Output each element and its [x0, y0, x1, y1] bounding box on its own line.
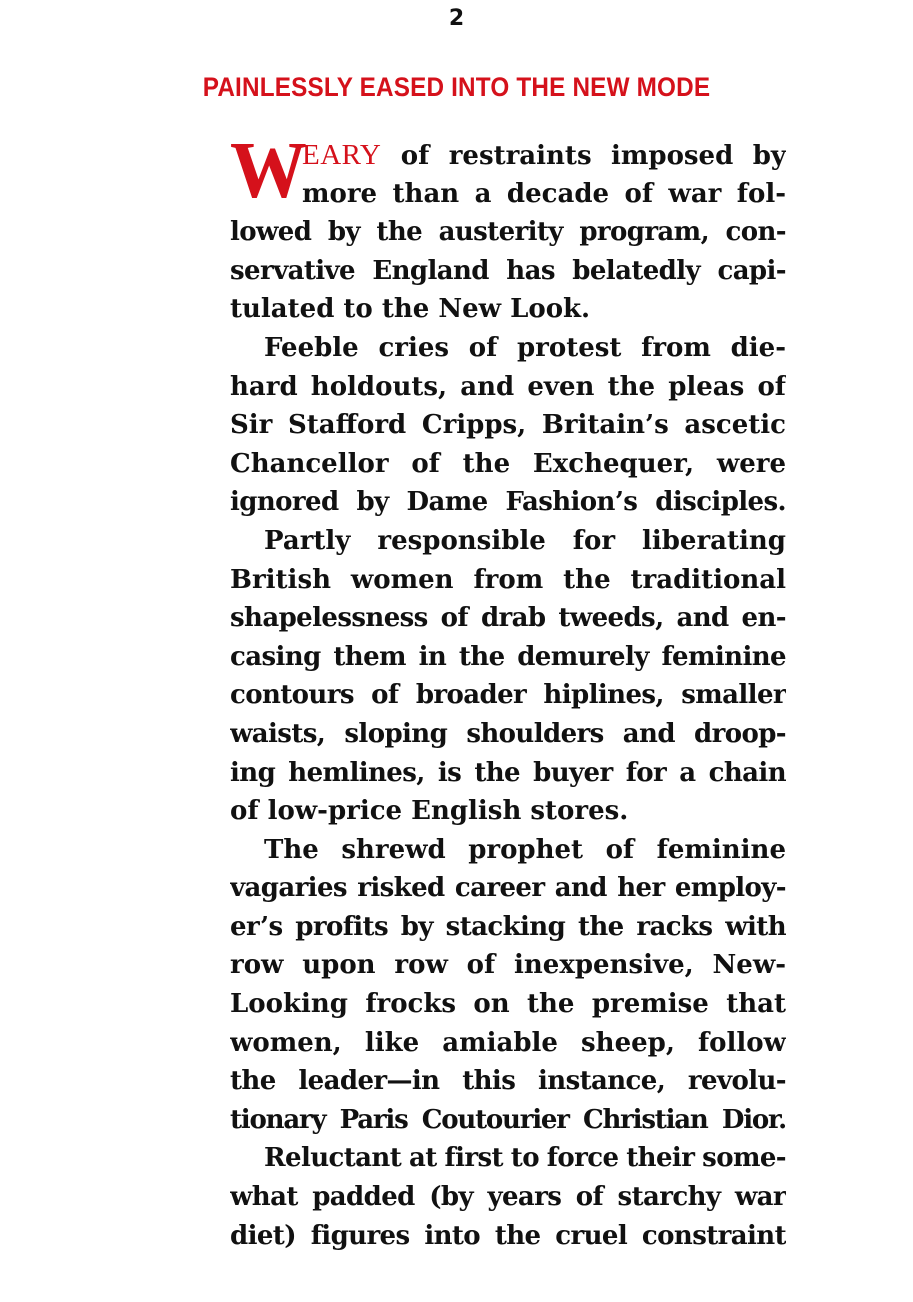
body-line: women, like amiable sheep, follow — [230, 1027, 786, 1058]
body-line: vagaries risked career and her employ- — [230, 873, 786, 904]
body-line: Feeble cries of protest from die- — [264, 332, 786, 363]
page-number: 2 — [448, 6, 465, 31]
body-line: tulated to the New Look. — [230, 294, 591, 325]
body-line: Chancellor of the Exchequer, were — [230, 448, 786, 479]
article-body — [230, 127, 786, 1255]
lead-word: EARY — [302, 139, 382, 171]
body-line: Looking frocks on the premise that — [230, 989, 786, 1020]
body-line: waists, sloping shoulders and droop- — [230, 718, 786, 749]
body-line-text: of restraints imposed by — [381, 141, 786, 171]
body-line: more than a decade of war fol- — [302, 178, 786, 209]
body-line: ignored by Dame Fashion’s disciples. — [230, 487, 786, 518]
body-line: diet) figures into the cruel constraint — [230, 1220, 786, 1251]
body-line: tionary Paris Coutourier Christian Dior. — [230, 1104, 786, 1135]
body-line: lowed by the austerity program, con- — [230, 217, 786, 248]
drop-cap: W — [230, 127, 307, 215]
body-line: what padded (by years of starchy war — [230, 1182, 786, 1213]
body-line: er’s profits by stacking the racks with — [230, 911, 786, 942]
body-line: the leader—in this instance, revolu- — [230, 1066, 786, 1097]
body-line: row upon row of inexpensive, New- — [230, 950, 786, 981]
body-line: hard holdouts, and even the pleas of — [230, 371, 786, 402]
body-line: shapelessness of drab tweeds, and en- — [230, 603, 786, 634]
body-line: The shrewd prophet of feminine — [264, 834, 786, 865]
body-line: Reluctant at first to force their some- — [264, 1143, 786, 1174]
body-line: casing them in the demurely feminine — [230, 641, 786, 672]
body-line: ing hemlines, is the buyer for a chain — [230, 757, 786, 788]
body-line: contours of broader hiplines, smaller — [230, 680, 786, 711]
body-line: British women from the traditional — [230, 564, 786, 595]
body-line: Partly responsible for liberating — [264, 525, 786, 556]
body-line — [230, 136, 786, 175]
body-line: of low-price English stores. — [230, 796, 629, 827]
body-line: servative England has belatedly capi- — [230, 255, 786, 286]
body-line: Sir Stafford Cripps, Britain’s ascetic — [230, 410, 786, 441]
article-headline: PAINLESSLY EASED INTO THE NEW MODE — [202, 72, 711, 102]
